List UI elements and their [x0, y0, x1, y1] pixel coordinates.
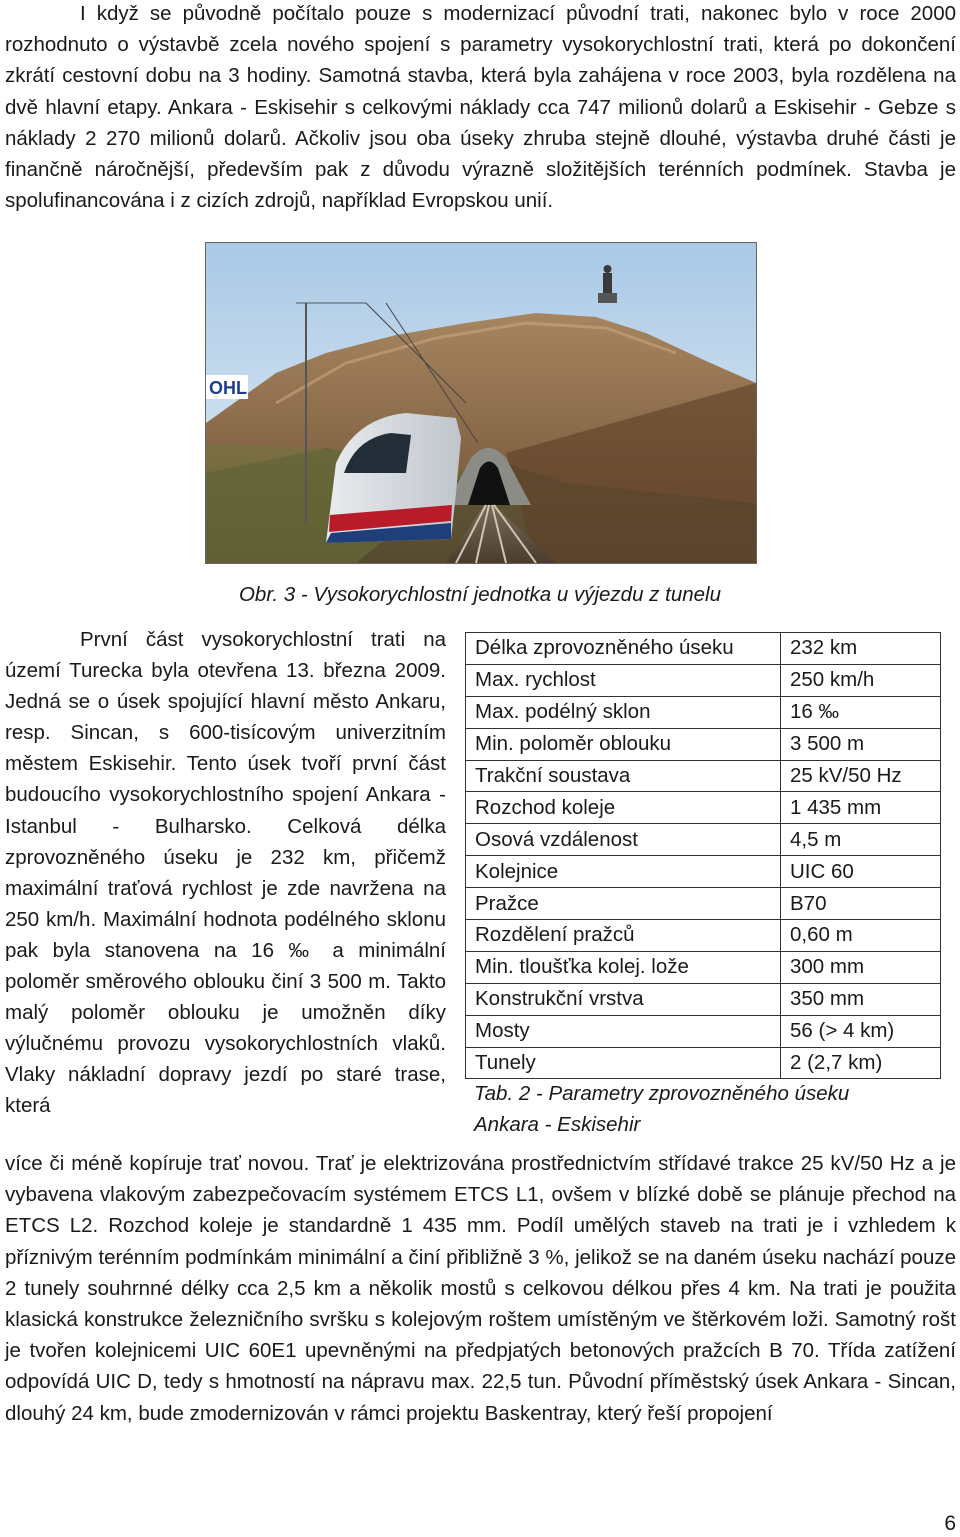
- table-row: [466, 856, 941, 888]
- parameter-label: Max. rychlost: [466, 664, 781, 696]
- parameter-label: Rozchod koleje: [466, 792, 781, 824]
- parameter-label: Min. tloušťka kolej. lože: [466, 951, 781, 983]
- parameter-value: 350 mm: [781, 983, 941, 1015]
- table-caption: [474, 1078, 954, 1140]
- parameter-value: 16 ‰: [781, 696, 941, 728]
- train-tunnel-photo: [205, 242, 757, 564]
- parameter-value: 2 (2,7 km): [781, 1047, 941, 1079]
- table-row: [466, 728, 941, 760]
- table-row: [466, 888, 941, 920]
- parameter-label: Min. poloměr oblouku: [466, 728, 781, 760]
- table-row: [466, 1015, 941, 1047]
- table-row: [466, 633, 941, 665]
- parameter-label: Rozdělení pražců: [466, 920, 781, 952]
- parameter-label: Délka zprovozněného úseku: [466, 633, 781, 665]
- table-row: [466, 792, 941, 824]
- parameter-label: Mosty: [466, 1015, 781, 1047]
- table-row: [466, 1047, 941, 1079]
- table-row: [466, 760, 941, 792]
- table-caption-line-2: Ankara - Eskisehir: [474, 1113, 641, 1136]
- table-row: [466, 920, 941, 952]
- parameter-value: 0,60 m: [781, 920, 941, 952]
- parameter-label: Trakční soustava: [466, 760, 781, 792]
- left-column-paragraph: První část vysokorychlostní trati na území Turecka byla otevřena 13. března 2009. Jedná se o úsek spojující hlavní město Ankaru, resp. Sincan, s 600-tisícovým univerzitním městem Eskisehir. Tento úsek tvoří první část budoucího vysokorychlostního spojení Ankara - Istanbul - Bulharsko. Celková délka zprovozněného úseku je 232 km, přičemž maximální traťová rychlost je zde navržena na 250 km/h. Maximální hodnota podélného sklonu pak byla stanovena na 16 ‰ a minimální poloměr směrového oblouku činí 3 500 m. Takto malý poloměr oblouku je umožněn díky výlučnému provozu vysokorychlostních vlaků. Vlaky nákladní dopravy jezdí po staré trase, která: [5, 628, 446, 1118]
- table-caption-line-1: Tab. 2 - Parametry zprovozněného úseku: [474, 1082, 850, 1105]
- parameter-label: Kolejnice: [466, 856, 781, 888]
- parameter-value: UIC 60: [781, 856, 941, 888]
- table-row: [466, 824, 941, 856]
- parameter-label: Konstrukční vrstva: [466, 983, 781, 1015]
- table-row: [466, 664, 941, 696]
- ohl-sign: OHL: [209, 378, 247, 398]
- parameter-value: 232 km: [781, 633, 941, 665]
- intro-paragraph: I když se původně počítalo pouze s modernizací původní trati, nakonec bylo v roce 2000 rozhodnuto o výstavbě zcela nového spojení s parametry vysokorychlostní trati, která po dokončení zkrátí cestovní dobu na 3 hodiny. Samotná stavba, která byla zahájena v roce 2003, byla rozdělena na dvě hlavní etapy. Ankara - Eskisehir s celkovými náklady cca 747 milionů dolarů a Eskisehir - Gebze s náklady 2 270 milionů dolarů. Ačkoliv jsou oba úseky zhruba stejně dlouhé, výstavba druhé části je finančně náročnější, především pak z důvodu výrazně složitějších terénních podmínek. Stavba je spolufinancována i z cizích zdrojů, například Evropskou unií.: [5, 2, 956, 213]
- table-row: [466, 983, 941, 1015]
- figure-caption: Obr. 3 - Vysokorychlostní jednotka u výjezdu z tunelu: [238, 583, 721, 606]
- parameter-label: Osová vzdálenost: [466, 824, 781, 856]
- parameter-label: Tunely: [466, 1047, 781, 1079]
- parameter-value: 250 km/h: [781, 664, 941, 696]
- parameter-value: 300 mm: [781, 951, 941, 983]
- parameter-value: 4,5 m: [781, 824, 941, 856]
- parameter-value: 56 (> 4 km): [781, 1015, 941, 1047]
- parameters-table: [465, 632, 941, 1079]
- parameter-value: 25 kV/50 Hz: [781, 760, 941, 792]
- table-row: [466, 951, 941, 983]
- parameter-label: Max. podélný sklon: [466, 696, 781, 728]
- table-row: [466, 696, 941, 728]
- page-number: 6: [944, 1512, 956, 1535]
- continuation-paragraph: více či méně kopíruje trať novou. Trať je elektrizována prostřednictvím střídavé trakce 25 kV/50 Hz a je vybavena vlakovým zabezpečovacím systémem ETCS L1, ovšem v blízké době se plánuje přechod na ETCS L2. Rozchod koleje je standardně 1 435 mm. Podíl umělých staveb na trati je i vzhledem k příznivým terénním podmínkám minimální a činí přibližně 3 %, jelikož se na daném úseku nachází pouze 2 tunely souhrnné délky cca 2,5 km a několik mostů s celkovou délkou přes 4 km. Na trati je použita klasická konstrukce železničního svršku s kolejovým roštem umístěným ve štěrkovém loži. Samotný rošt je tvořen kolejnicemi UIC 60E1 upevněnými na předpjatých betonových pražcích B 70. Třída zatížení odpovídá UIC D, tedy s hmotností na nápravu max. 22,5 tun. Původní příměstský úsek Ankara - Sincan, dlouhý 24 km, bude zmodernizován v rámci projektu Baskentray, který řeší propojení: [5, 1152, 956, 1425]
- parameter-value: 1 435 mm: [781, 792, 941, 824]
- parameter-value: B70: [781, 888, 941, 920]
- parameter-value: 3 500 m: [781, 728, 941, 760]
- parameter-label: Pražce: [466, 888, 781, 920]
